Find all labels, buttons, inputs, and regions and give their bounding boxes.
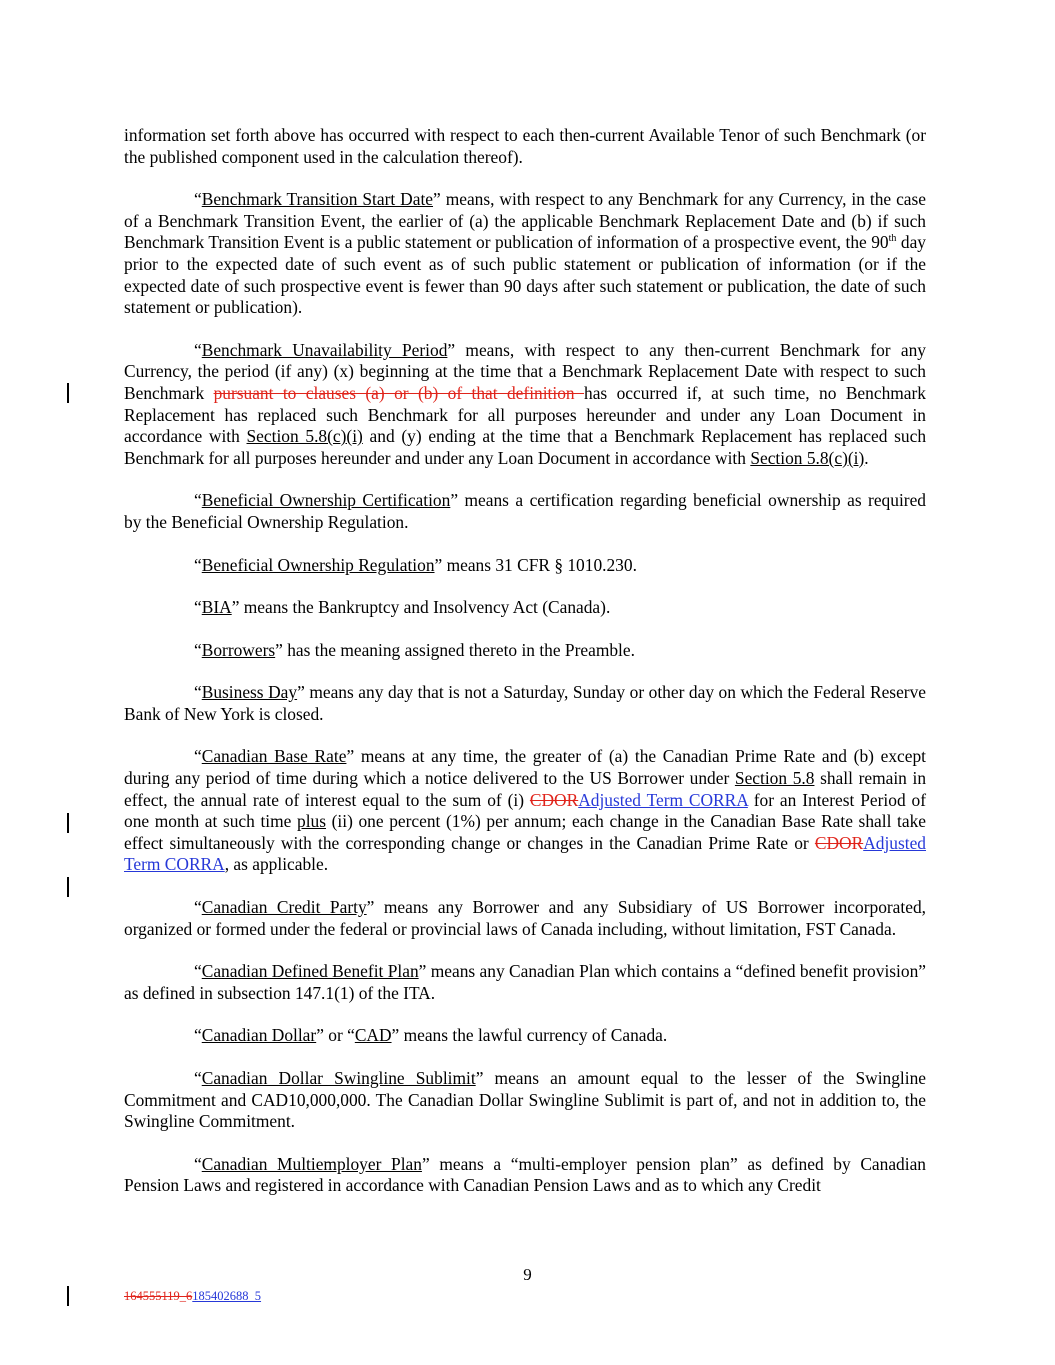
inserted-document-id: 185402688_5 [192, 1289, 262, 1303]
open-quote: “ [194, 897, 202, 918]
definition-text: ” means, with respect to any then-current Benchmark for any Currency, the period (if any) (x) beginning at the time that a Benchmark Replacement Date with respect to such Benchmark [124, 339, 926, 403]
section-reference[interactable]: Section 5.8 [734, 768, 815, 789]
ordinal-superscript: th [888, 233, 897, 245]
definition-text: , as applicable. [224, 854, 329, 875]
definition-text: ” means any day that is not a Saturday, Sunday or other day on which the Federal Reserve Bank of New York is closed. [124, 682, 926, 724]
open-quote: “ [194, 189, 202, 210]
open-quote: “ [194, 1025, 202, 1046]
document-body [124, 125, 926, 1218]
definition-bia [124, 597, 926, 619]
open-quote: “ [194, 961, 202, 982]
definition-business-day [124, 682, 926, 725]
open-quote: “ [194, 746, 202, 767]
deleted-document-id: 164555119_6 [124, 1289, 193, 1303]
defined-term: Canadian Dollar [201, 1025, 317, 1046]
inserted-text: Adjusted Term CORRA [578, 789, 748, 810]
definition-canadian-credit-party [124, 897, 926, 940]
definition-canadian-base-rate [124, 746, 926, 876]
deleted-text: CDOR [529, 789, 579, 810]
defined-term: BIA [201, 597, 232, 618]
defined-term: Beneficial Ownership Regulation [201, 554, 435, 575]
definition-text: ” has the meaning assigned thereto in the Preamble. [275, 639, 635, 660]
defined-term: Canadian Multiemployer Plan [201, 1153, 422, 1174]
continuation-paragraph [124, 125, 926, 168]
definition-text: ” means the Bankruptcy and Insolvency Act (Canada). [231, 597, 611, 618]
defined-term: Canadian Credit Party [201, 897, 367, 918]
definition-beneficial-ownership-certification [124, 490, 926, 533]
section-reference[interactable]: Section 5.8(c)(i) [750, 447, 865, 468]
change-bar [67, 383, 69, 403]
defined-term: Business Day [201, 682, 298, 703]
definition-benchmark-unavailability-period [124, 340, 926, 470]
defined-term: Canadian Base Rate [201, 746, 347, 767]
definition-canadian-dollar [124, 1025, 926, 1047]
open-quote: “ [194, 682, 202, 703]
definition-text: and (y) ending at the time that a Benchmark Replacement has replaced such Benchmark for all purposes hereunder and under any Loan Document in accordance with [124, 426, 927, 468]
definition-text: ” means a “multi-employer pension plan” as defined by Canadian Pension Laws and registered in accordance with Canadian Pension Laws and as to which any Credit [124, 1153, 926, 1196]
open-quote: “ [194, 597, 202, 618]
defined-term: Canadian Defined Benefit Plan [201, 961, 419, 982]
paragraph-text: information set forth above has occurred with respect to each then-current Available Tenor of such Benchmark (or the published component used in the calculation thereof). [124, 125, 926, 167]
change-bar [67, 1286, 69, 1306]
emphasis-plus: plus [297, 811, 326, 832]
definition-canadian-dollar-swingline-sublimit [124, 1068, 926, 1133]
open-quote: “ [194, 639, 202, 660]
definition-canadian-multiemployer-plan [124, 1154, 926, 1197]
defined-term: Borrowers [201, 639, 276, 660]
definition-beneficial-ownership-regulation [124, 555, 926, 577]
defined-term: Canadian Dollar Swingline Sublimit [201, 1068, 476, 1088]
open-quote: “ [194, 554, 202, 575]
defined-term: Beneficial Ownership Certification [201, 490, 451, 511]
definition-borrowers [124, 640, 926, 662]
definition-text: ” means any Borrower and any Subsidiary of US Borrower incorporated, organized or formed under the federal or provincial laws of Canada including, without limitation, FST Canada. [124, 897, 926, 939]
definition-text: ” means 31 CFR § 1010.230. [434, 554, 637, 575]
defined-term: Benchmark Transition Start Date [201, 189, 434, 210]
open-quote: “ [194, 339, 202, 360]
deleted-text: pursuant to clauses (a) or (b) of that definition [213, 382, 585, 403]
definition-text: has occurred if, at such time, no Benchmark Replacement has replaced such Benchmark for all purposes hereunder and under any Loan Document in accordance with [124, 382, 926, 447]
definition-text: ” means at any time, the greater of (a) the Canadian Prime Rate and (b) except during any period of time during which a notice delivered to the US Borrower under [124, 746, 927, 789]
definition-text: ” means an amount equal to the lesser of the Swingline Commitment and CAD10,000,000. The Canadian Dollar Swingline Sublimit is part of, and not in addition to, the Swingline Commitment. [124, 1068, 927, 1132]
defined-term: Benchmark Unavailability Period [201, 339, 448, 360]
definition-canadian-defined-benefit-plan [124, 961, 926, 1004]
definition-text: for an Interest Period of one month at such time [124, 789, 927, 832]
definition-text: day prior to the expected date of such event as of such public statement or publication of information (or if the expected date of such prospective event is fewer than 90 days after such statement or publication, the date of such statement or publication). [124, 232, 926, 318]
defined-term: CAD [354, 1025, 392, 1046]
section-reference[interactable]: Section 5.8(c)(i) [246, 426, 363, 447]
open-quote: “ [194, 1068, 202, 1088]
definition-text: ” means a certification regarding beneficial ownership as required by the Beneficial Ownership Regulation. [124, 490, 926, 532]
change-bar [67, 813, 69, 833]
definition-text: ” means the lawful currency of Canada. [391, 1025, 668, 1046]
definition-benchmark-transition-start-date [124, 189, 926, 319]
definition-text: (ii) one percent (1%) per annum; each change in the Canadian Base Rate shall take effect simultaneously with the corresponding change or changes in the Canadian Prime Rate or [124, 811, 926, 853]
definition-text: ” or “ [316, 1025, 355, 1046]
definition-text: . [864, 447, 869, 468]
change-bar [67, 877, 69, 897]
page-number: 9 [523, 1265, 532, 1284]
definition-text: shall remain in effect, the annual rate of interest equal to the sum of (i) [124, 768, 927, 810]
open-quote: “ [194, 490, 202, 511]
open-quote: “ [194, 1153, 202, 1174]
inserted-text: Adjusted Term CORRA [124, 832, 926, 875]
document-id-footer [124, 1289, 261, 1304]
deleted-text: CDOR [814, 832, 864, 853]
definition-text: ” means, with respect to any Benchmark for any Currency, in the case of a Benchmark Transition Event, the earlier of (a) the applicable Benchmark Replacement Date and (b) if such Benchmark Transition Event is a public statement or publication of information of a prospective event, the 90 [124, 189, 926, 253]
definition-text: ” means any Canadian Plan which contains a “defined benefit provision” as defined in subsection 147.1(1) of the ITA. [124, 961, 926, 1003]
